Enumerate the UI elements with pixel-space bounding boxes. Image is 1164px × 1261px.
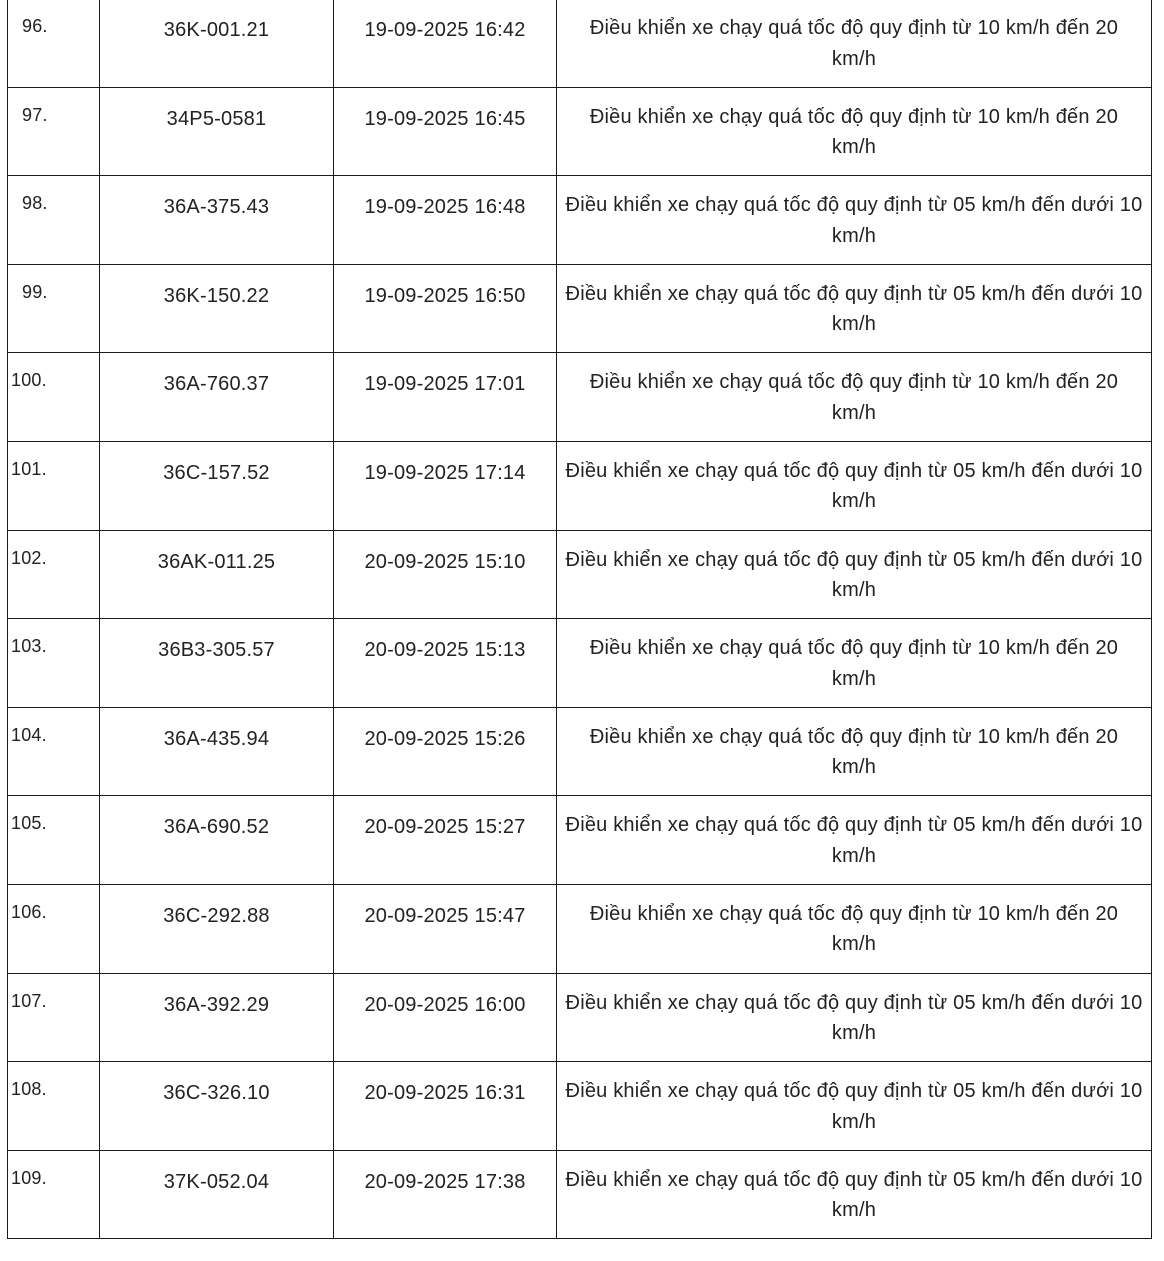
- violation-description: Điều khiển xe chạy quá tốc độ quy định từ 05 km/h đến dưới 10 km/h: [557, 1150, 1152, 1239]
- row-number: 97.: [8, 87, 100, 176]
- table-row: [8, 353, 1152, 442]
- violation-time: 19-09-2025 16:42: [334, 0, 557, 87]
- license-plate: 36A-760.37: [100, 353, 334, 442]
- violations-table-container: [7, 0, 1151, 1239]
- violation-description: Điều khiển xe chạy quá tốc độ quy định từ 05 km/h đến dưới 10 km/h: [557, 530, 1152, 619]
- table-row: [8, 530, 1152, 619]
- license-plate: 36A-435.94: [100, 707, 334, 796]
- license-plate: 37K-052.04: [100, 1150, 334, 1239]
- row-number: 105.: [8, 796, 100, 885]
- row-number: 100.: [8, 353, 100, 442]
- violation-time: 19-09-2025 16:50: [334, 264, 557, 353]
- license-plate: 36A-392.29: [100, 973, 334, 1062]
- violation-description: Điều khiển xe chạy quá tốc độ quy định từ 10 km/h đến 20 km/h: [557, 884, 1152, 973]
- table-row: [8, 884, 1152, 973]
- row-number: 96.: [8, 0, 100, 87]
- violation-time: 20-09-2025 15:13: [334, 619, 557, 708]
- violation-description: Điều khiển xe chạy quá tốc độ quy định từ 05 km/h đến dưới 10 km/h: [557, 796, 1152, 885]
- violation-description: Điều khiển xe chạy quá tốc độ quy định từ 05 km/h đến dưới 10 km/h: [557, 264, 1152, 353]
- license-plate: 36C-292.88: [100, 884, 334, 973]
- license-plate: 36K-001.21: [100, 0, 334, 87]
- table-row: [8, 264, 1152, 353]
- violation-time: 20-09-2025 16:31: [334, 1062, 557, 1151]
- violation-time: 19-09-2025 17:01: [334, 353, 557, 442]
- violation-description: Điều khiển xe chạy quá tốc độ quy định từ 10 km/h đến 20 km/h: [557, 707, 1152, 796]
- license-plate: 36C-326.10: [100, 1062, 334, 1151]
- license-plate: 36K-150.22: [100, 264, 334, 353]
- table-row: [8, 1150, 1152, 1239]
- violation-description: Điều khiển xe chạy quá tốc độ quy định từ 10 km/h đến 20 km/h: [557, 0, 1152, 87]
- license-plate: 36C-157.52: [100, 441, 334, 530]
- license-plate: 36B3-305.57: [100, 619, 334, 708]
- violation-description: Điều khiển xe chạy quá tốc độ quy định từ 10 km/h đến 20 km/h: [557, 87, 1152, 176]
- violation-time: 20-09-2025 17:38: [334, 1150, 557, 1239]
- violation-description: Điều khiển xe chạy quá tốc độ quy định từ 10 km/h đến 20 km/h: [557, 619, 1152, 708]
- table-row: [8, 619, 1152, 708]
- table-row: [8, 441, 1152, 530]
- violation-time: 19-09-2025 17:14: [334, 441, 557, 530]
- license-plate: 36A-375.43: [100, 176, 334, 265]
- violation-time: 20-09-2025 15:47: [334, 884, 557, 973]
- violations-table: [7, 0, 1152, 1239]
- violation-description: Điều khiển xe chạy quá tốc độ quy định từ 10 km/h đến 20 km/h: [557, 353, 1152, 442]
- violation-time: 19-09-2025 16:45: [334, 87, 557, 176]
- violation-description: Điều khiển xe chạy quá tốc độ quy định từ 05 km/h đến dưới 10 km/h: [557, 1062, 1152, 1151]
- violation-description: Điều khiển xe chạy quá tốc độ quy định từ 05 km/h đến dưới 10 km/h: [557, 176, 1152, 265]
- row-number: 106.: [8, 884, 100, 973]
- violation-description: Điều khiển xe chạy quá tốc độ quy định từ 05 km/h đến dưới 10 km/h: [557, 441, 1152, 530]
- row-number: 108.: [8, 1062, 100, 1151]
- row-number: 104.: [8, 707, 100, 796]
- row-number: 103.: [8, 619, 100, 708]
- row-number: 101.: [8, 441, 100, 530]
- violation-time: 20-09-2025 15:10: [334, 530, 557, 619]
- table-row: [8, 0, 1152, 87]
- table-row: [8, 796, 1152, 885]
- violation-time: 19-09-2025 16:48: [334, 176, 557, 265]
- table-row: [8, 1062, 1152, 1151]
- row-number: 99.: [8, 264, 100, 353]
- license-plate: 34P5-0581: [100, 87, 334, 176]
- row-number: 98.: [8, 176, 100, 265]
- violation-time: 20-09-2025 15:27: [334, 796, 557, 885]
- violation-time: 20-09-2025 16:00: [334, 973, 557, 1062]
- table-row: [8, 176, 1152, 265]
- table-row: [8, 87, 1152, 176]
- table-row: [8, 707, 1152, 796]
- violation-time: 20-09-2025 15:26: [334, 707, 557, 796]
- violation-description: Điều khiển xe chạy quá tốc độ quy định từ 05 km/h đến dưới 10 km/h: [557, 973, 1152, 1062]
- row-number: 102.: [8, 530, 100, 619]
- license-plate: 36A-690.52: [100, 796, 334, 885]
- table-row: [8, 973, 1152, 1062]
- row-number: 109.: [8, 1150, 100, 1239]
- row-number: 107.: [8, 973, 100, 1062]
- license-plate: 36AK-011.25: [100, 530, 334, 619]
